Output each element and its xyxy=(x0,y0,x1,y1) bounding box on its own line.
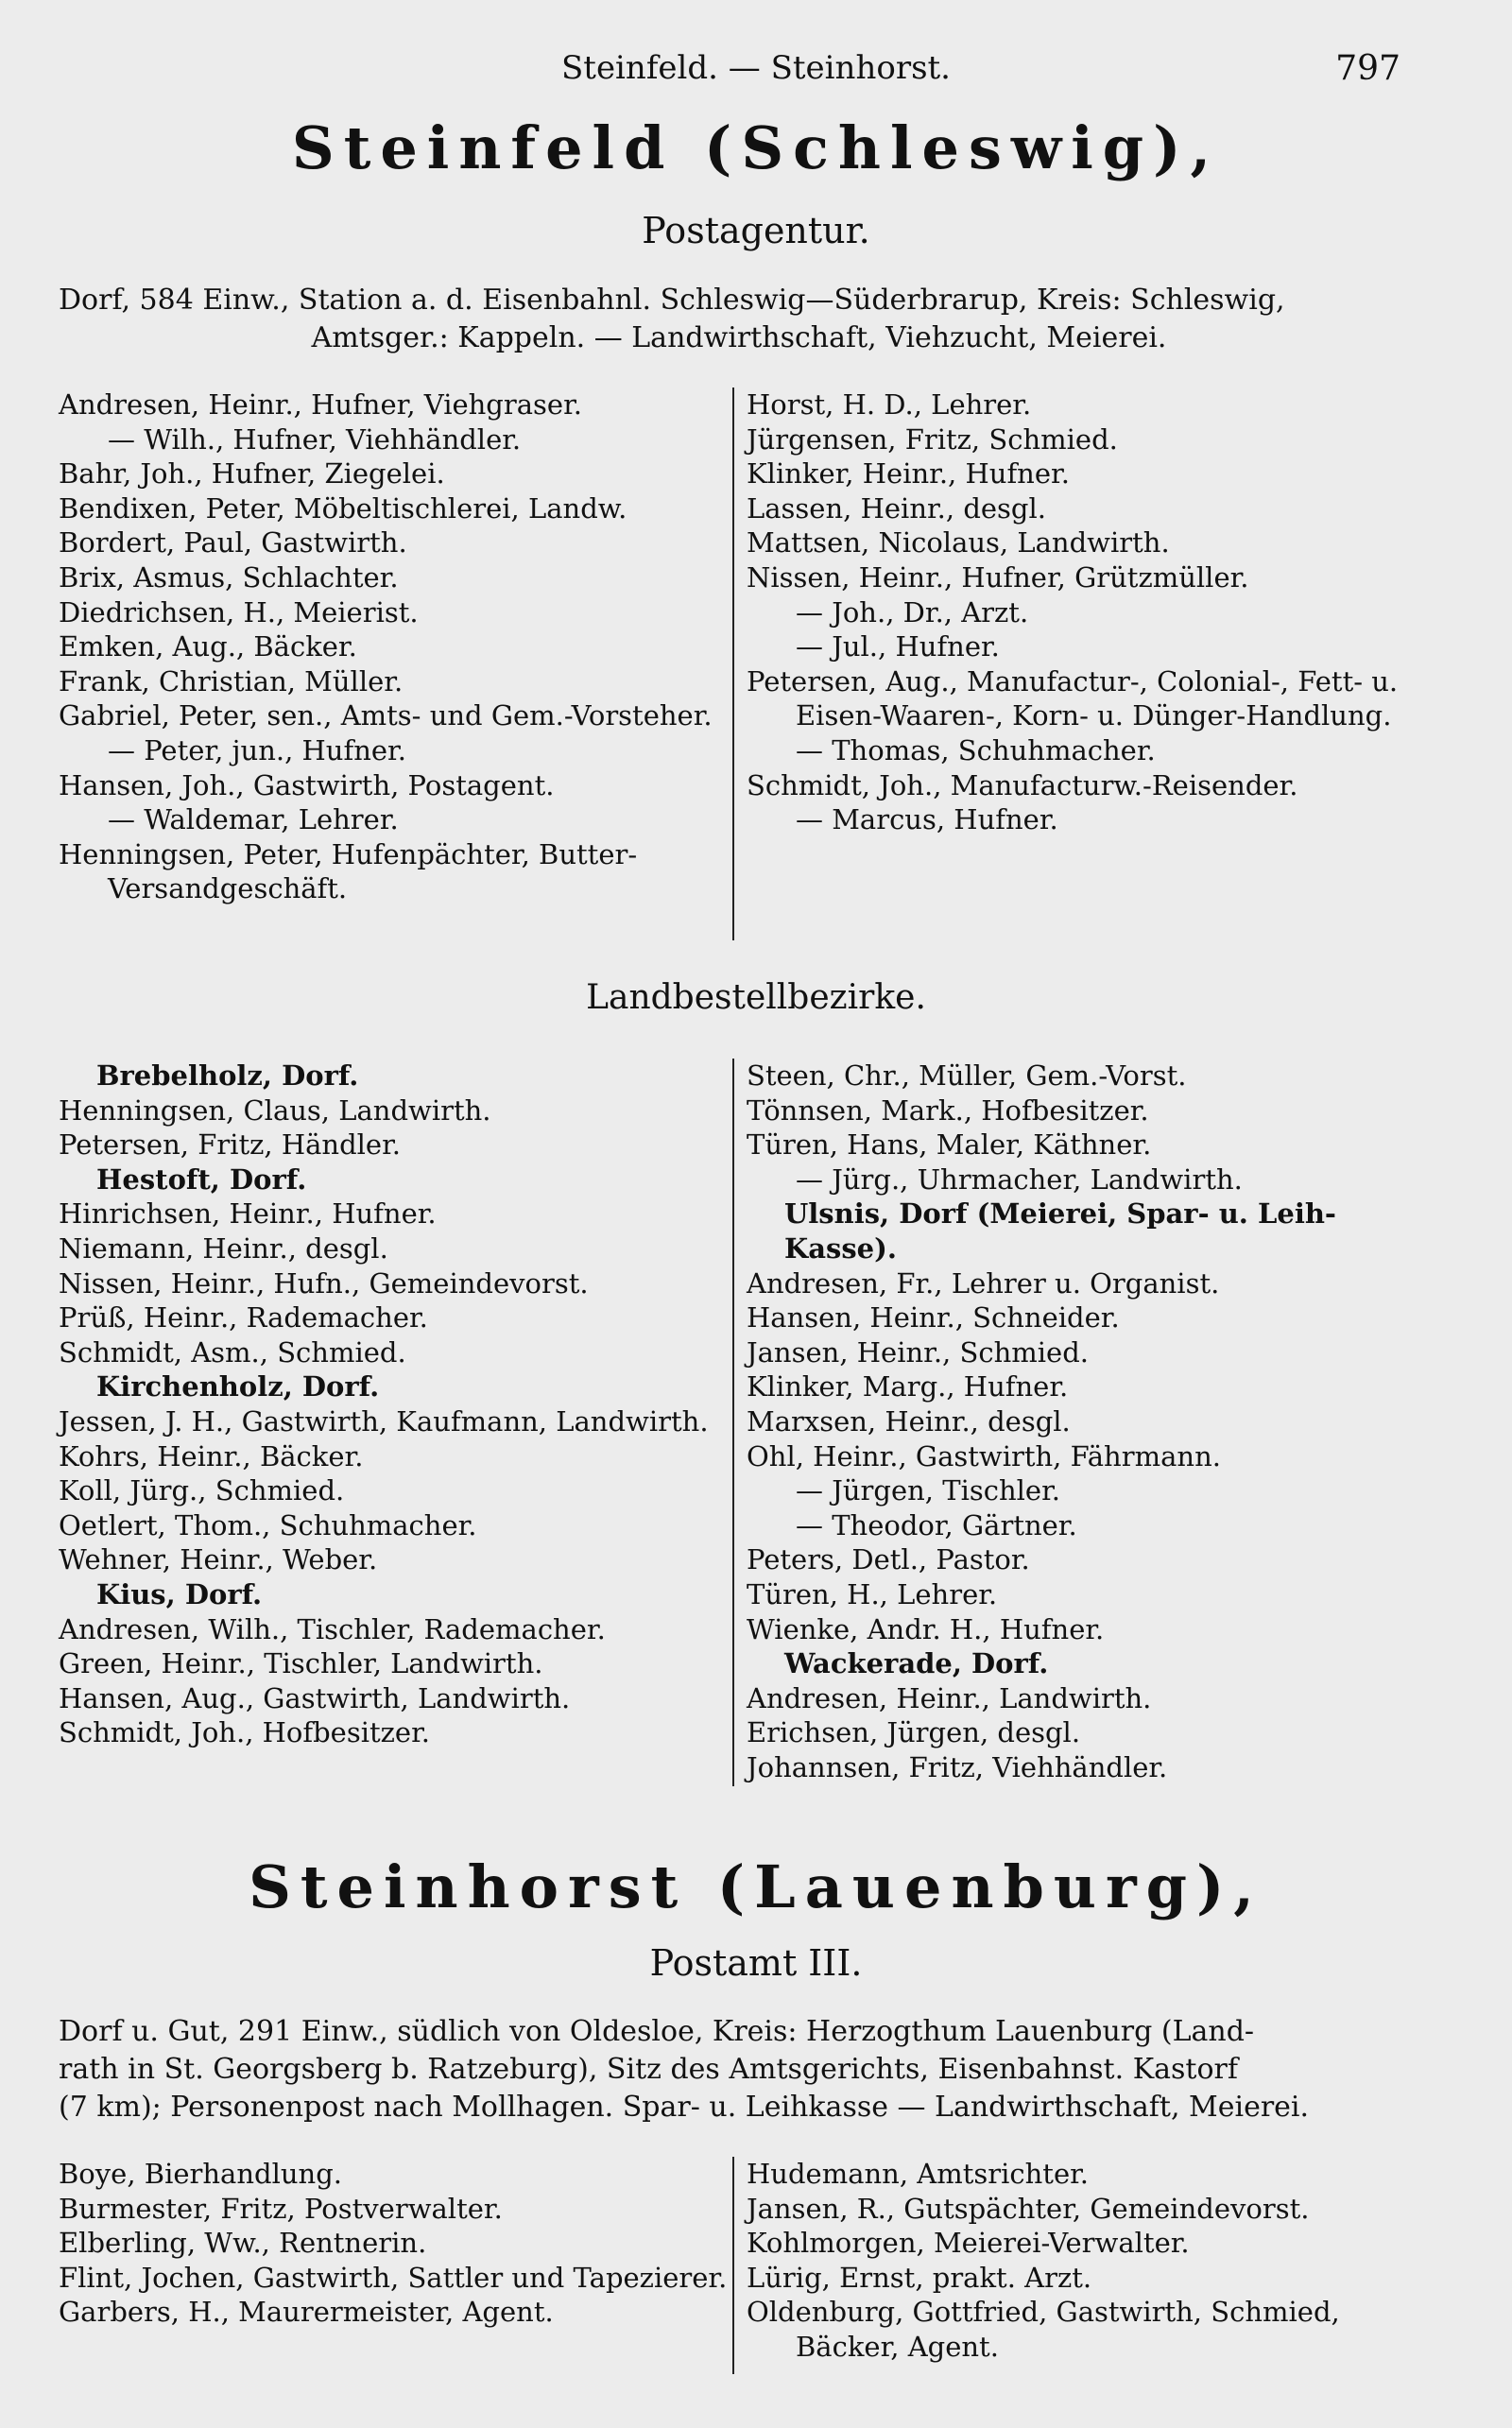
list-item: Jansen, Heinr., Schmied. xyxy=(747,1335,1089,1369)
list-item: Henningsen, Claus, Landwirth. xyxy=(59,1093,491,1127)
list-item: Diedrichsen, H., Meierist. xyxy=(59,595,419,629)
list-item: — Peter, jun., Hufner. xyxy=(108,733,406,766)
place-heading: Kirchenholz, Dorf. xyxy=(96,1370,380,1403)
list-item: — Jürg., Uhrmacher, Landwirth. xyxy=(796,1162,1243,1196)
column-divider xyxy=(732,1059,734,1786)
list-item: Klinker, Marg., Hufner. xyxy=(747,1370,1069,1403)
list-item: Peters, Detl., Pastor. xyxy=(747,1543,1030,1576)
list-item: Mattsen, Nicolaus, Landwirth. xyxy=(747,526,1170,560)
landbestell-left-column xyxy=(59,1059,739,1750)
section-heading: Landbestellbezirke. xyxy=(586,978,926,1017)
list-item: — Jul., Hufner. xyxy=(796,630,1000,663)
column-divider xyxy=(732,387,734,940)
list-item: Koll, Jürg., Schmied. xyxy=(59,1474,345,1507)
list-item: Prüß, Heinr., Rademacher. xyxy=(59,1301,428,1335)
list-item: — Jürgen, Tischler. xyxy=(796,1474,1060,1507)
list-item: Kohlmorgen, Meierei-Verwalter. xyxy=(747,2227,1190,2260)
list-item: Nissen, Heinr., Hufner, Grützmüller. xyxy=(747,560,1249,594)
list-item: Schmidt, Joh., Hofbesitzer. xyxy=(59,1716,430,1749)
list-item: Lassen, Heinr., desgl. xyxy=(747,491,1046,525)
list-item: Ohl, Heinr., Gastwirth, Fährmann. xyxy=(747,1439,1221,1472)
steinfeld-description xyxy=(59,282,1419,357)
list-item: Hudemann, Amtsrichter. xyxy=(747,2158,1090,2190)
steinhorst-description-line-3: (7 km); Personenpost nach Mollhagen. Spar- u. Leihkasse — Landwirthschaft, Meierei. xyxy=(59,2091,1310,2124)
list-item: Brix, Asmus, Schlachter. xyxy=(59,560,399,594)
list-item: — Waldemar, Lehrer. xyxy=(108,803,399,836)
list-item: Schmidt, Asm., Schmied. xyxy=(59,1335,406,1369)
list-item: Jürgensen, Fritz, Schmied. xyxy=(747,422,1118,456)
list-item: Erichsen, Jürgen, desgl. xyxy=(747,1716,1081,1749)
steinfeld-title: Steinfeld (Schleswig), xyxy=(291,113,1221,182)
steinfeld-residents-left xyxy=(59,387,739,906)
list-item: Jansen, R., Gutspächter, Gemeindevorst. xyxy=(747,2192,1310,2225)
list-item: Türen, Hans, Maler, Käthner. xyxy=(747,1128,1152,1162)
steinhorst-residents-right xyxy=(747,2157,1427,2365)
list-item: Lürig, Ernst, prakt. Arzt. xyxy=(747,2261,1092,2294)
list-item: Bahr, Joh., Hufner, Ziegelei. xyxy=(59,457,445,491)
list-item: Boye, Bierhandlung. xyxy=(59,2158,342,2190)
list-item: Garbers, H., Maurermeister, Agent. xyxy=(59,2296,554,2329)
list-item: Hansen, Aug., Gastwirth, Landwirth. xyxy=(59,1681,571,1714)
page-number: 797 xyxy=(1335,49,1400,88)
steinfeld-description-line-1: Dorf, 584 Einw., Station a. d. Eisenbahnl. Schleswig—Süderbrarup, Kreis: Schleswig, xyxy=(59,284,1285,317)
list-item: Petersen, Aug., Manufactur-, Colonial-, Fett- u. Eisen-Waaren-, Korn- u. Dünger-Handlung. xyxy=(747,664,1399,732)
list-item: Gabriel, Peter, sen., Amts- und Gem.-Vorsteher. xyxy=(59,699,713,732)
list-item: Hansen, Heinr., Schneider. xyxy=(747,1301,1120,1335)
list-item: Green, Heinr., Tischler, Landwirth. xyxy=(59,1647,543,1680)
list-item: Elberling, Ww., Rentnerin. xyxy=(59,2227,427,2260)
list-item: Niemann, Heinr., desgl. xyxy=(59,1231,388,1265)
list-item: Hinrichsen, Heinr., Hufner. xyxy=(59,1197,437,1231)
list-item: Kohrs, Heinr., Bäcker. xyxy=(59,1439,364,1472)
place-heading: Kius, Dorf. xyxy=(96,1577,263,1610)
list-item: Nissen, Heinr., Hufn., Gemeindevorst. xyxy=(59,1266,589,1300)
list-item: Oetlert, Thom., Schuhmacher. xyxy=(59,1508,477,1541)
list-item: Bordert, Paul, Gastwirth. xyxy=(59,526,407,560)
list-item: Johannsen, Fritz, Viehhändler. xyxy=(747,1750,1168,1783)
list-item: Flint, Jochen, Gastwirth, Sattler und Tapezierer. xyxy=(59,2261,728,2294)
place-heading: Hestoft, Dorf. xyxy=(96,1162,307,1196)
list-item: Jessen, J. H., Gastwirth, Kaufmann, Landwirth. xyxy=(59,1404,709,1438)
list-item: Marxsen, Heinr., desgl. xyxy=(747,1404,1071,1438)
list-item: Henningsen, Peter, Hufenpächter, Butter-Versandgeschäft. xyxy=(59,837,638,905)
list-item: — Joh., Dr., Arzt. xyxy=(796,595,1029,629)
list-item: Hansen, Joh., Gastwirth, Postagent. xyxy=(59,768,555,801)
landbestell-right-column xyxy=(747,1059,1427,1784)
steinfeld-subtitle: Postagentur. xyxy=(642,210,870,251)
list-item: Andresen, Wilh., Tischler, Rademacher. xyxy=(59,1612,606,1645)
list-item: Burmester, Fritz, Postverwalter. xyxy=(59,2192,503,2225)
column-divider xyxy=(732,2157,734,2374)
list-item: Bendixen, Peter, Möbeltischlerei, Landw. xyxy=(59,491,627,525)
place-heading: Brebelholz, Dorf. xyxy=(96,1059,359,1092)
list-item: Oldenburg, Gottfried, Gastwirth, Schmied, Bäcker, Agent. xyxy=(747,2296,1340,2363)
steinfeld-description-line-2: Amtsger.: Kappeln. — Landwirthschaft, Viehzucht, Meierei. xyxy=(311,321,1167,354)
steinhorst-description xyxy=(59,2013,1419,2127)
list-item: — Marcus, Hufner. xyxy=(796,803,1058,836)
list-item: Andresen, Heinr., Landwirth. xyxy=(747,1681,1152,1714)
list-item: Schmidt, Joh., Manufacturw.-Reisender. xyxy=(747,768,1298,801)
list-item: — Theodor, Gärtner. xyxy=(796,1508,1077,1541)
steinhorst-description-line-1: Dorf u. Gut, 291 Einw., südlich von Oldesloe, Kreis: Herzogthum Lauenburg (Land- xyxy=(59,2015,1255,2048)
list-item: Tönnsen, Mark., Hofbesitzer. xyxy=(747,1093,1149,1127)
list-item: — Thomas, Schuhmacher. xyxy=(796,733,1156,766)
steinhorst-description-line-2: rath in St. Georgsberg b. Ratzeburg), Sitz des Amtsgerichts, Eisenbahnst. Kastorf xyxy=(59,2053,1238,2086)
list-item: Türen, H., Lehrer. xyxy=(747,1577,998,1610)
steinfeld-residents-right xyxy=(747,387,1427,837)
running-title: Steinfeld. — Steinhorst. xyxy=(560,49,951,87)
steinhorst-subtitle: Postamt III. xyxy=(649,1942,863,1984)
steinhorst-residents-left xyxy=(59,2157,739,2330)
list-item: Klinker, Heinr., Hufner. xyxy=(747,457,1070,491)
steinhorst-title: Steinhorst (Lauenburg), xyxy=(249,1852,1263,1921)
list-item: Horst, H. D., Lehrer. xyxy=(747,388,1032,421)
list-item: Andresen, Heinr., Hufner, Viehgraser. xyxy=(59,388,582,421)
list-item: Wehner, Heinr., Weber. xyxy=(59,1543,378,1576)
list-item: — Wilh., Hufner, Viehhändler. xyxy=(108,422,522,456)
place-heading: Wackerade, Dorf. xyxy=(784,1647,1049,1680)
list-item: Frank, Christian, Müller. xyxy=(59,664,404,697)
list-item: Steen, Chr., Müller, Gem.-Vorst. xyxy=(747,1059,1187,1092)
list-item: Andresen, Fr., Lehrer u. Organist. xyxy=(747,1266,1220,1300)
list-item: Petersen, Fritz, Händler. xyxy=(59,1128,401,1162)
list-item: Emken, Aug., Bäcker. xyxy=(59,630,357,663)
list-item: Wienke, Andr. H., Hufner. xyxy=(747,1612,1105,1645)
place-heading: Ulsnis, Dorf (Meierei, Spar- u. Leih-Kasse). xyxy=(784,1197,1336,1265)
